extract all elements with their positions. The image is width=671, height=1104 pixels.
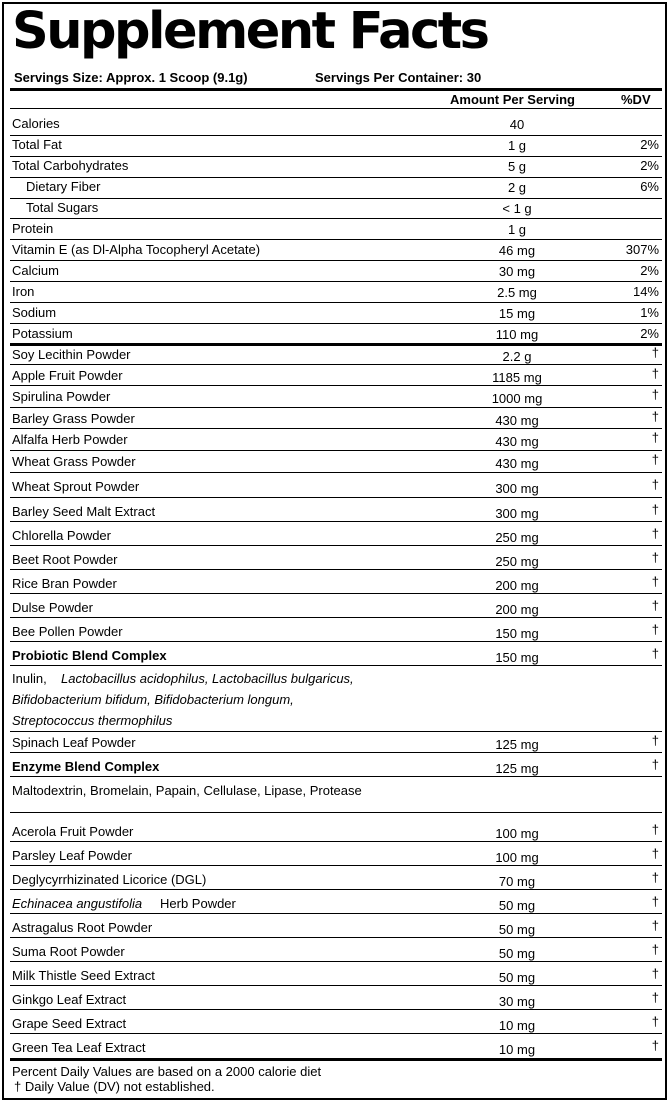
nutrient-dv: 1% (640, 305, 659, 320)
nutrient-amount: 1 g (507, 222, 527, 237)
nutrient-amount: 40 (509, 117, 525, 132)
ingredient-amount: 10 mg (498, 1018, 536, 1033)
serving-size: Servings Size: Approx. 1 Scoop (9.1g) (14, 70, 248, 85)
ingredient-dv: † (651, 757, 659, 772)
panel-title: Supplement Facts (12, 2, 488, 61)
ingredient-amount: 1000 mg (491, 391, 543, 406)
ingredient-dv: † (651, 502, 659, 517)
ingredient-name: Spinach Leaf Powder (12, 735, 136, 750)
ingredient-name: Bee Pollen Powder (12, 624, 123, 639)
amount-per-serving-header: Amount Per Serving (450, 92, 575, 107)
ingredient-amount: 50 mg (498, 946, 536, 961)
ingredient-dv: † (651, 646, 659, 661)
nutrient-amount: 1 g (507, 138, 527, 153)
ingredient-name: Ginkgo Leaf Extract (12, 992, 127, 1007)
ingredient-name: Rice Bran Powder (12, 576, 117, 591)
nutrient-amount: 15 mg (498, 306, 536, 321)
row-divider (10, 985, 662, 986)
nutrient-amount: 30 mg (498, 264, 536, 279)
row-divider (10, 323, 662, 324)
ingredient-name: Milk Thistle Seed Extract (12, 968, 155, 983)
row-divider (10, 865, 662, 866)
ingredient-name: Grape Seed Extract (12, 1016, 127, 1031)
nutrient-amount: 46 mg (498, 243, 536, 258)
ingredient-dv: † (651, 942, 659, 957)
row-divider (10, 752, 662, 753)
ingredient-dv: † (651, 846, 659, 861)
nutrient-amount: 5 g (507, 159, 527, 174)
ingredient-name: Green Tea Leaf Extract (12, 1040, 146, 1055)
row-divider (10, 521, 662, 522)
row-divider (10, 302, 662, 303)
ingredient-amount: 430 mg (495, 434, 539, 449)
nutrient-name: Sodium (12, 305, 57, 320)
row-divider (10, 776, 662, 777)
ingredient-name: Alfalfa Herb Powder (12, 432, 128, 447)
ingredient-amount: 300 mg (495, 506, 539, 521)
ingredient-amount: 50 mg (498, 970, 536, 985)
ingredient-amount: 150 mg (495, 626, 539, 641)
row-divider (10, 497, 662, 498)
nutrient-name: Dietary Fiber (26, 179, 101, 194)
row-divider (10, 198, 662, 199)
ingredient-dv: † (651, 894, 659, 909)
ingredient-dv: † (651, 477, 659, 492)
ingredient-dv: † (651, 822, 659, 837)
ingredient-amount: 10 mg (498, 1042, 536, 1057)
row-divider (10, 545, 662, 546)
nutrient-name: Potassium (12, 326, 73, 341)
nutrient-amount: 2 g (507, 180, 527, 195)
ingredient-name: Spirulina Powder (12, 389, 111, 404)
ingredient-name: Probiotic Blend Complex (12, 648, 167, 663)
ingredient-amount: 1185 mg (492, 370, 542, 385)
row-divider (10, 385, 662, 386)
ingredient-amount: 250 mg (495, 530, 539, 545)
ingredient-amount: 50 mg (498, 898, 536, 913)
row-divider (10, 937, 662, 938)
nutrient-amount: 2.5 mg (497, 285, 537, 300)
ingredient-name: Soy Lecithin Powder (12, 347, 131, 362)
nutrient-dv: 2% (640, 326, 659, 341)
nutrient-name: Vitamin E (as Dl-Alpha Tocopheryl Acetate) (12, 242, 261, 257)
ingredient-dv: † (651, 366, 659, 381)
probiotic-detail-line2: Bifidobacterium bifidum, Bifidobacterium longum, (12, 692, 294, 707)
heavy-rule-bottom (10, 1058, 662, 1061)
row-divider (10, 407, 662, 408)
row-divider (10, 1009, 662, 1010)
ingredient-amount: 200 mg (495, 578, 539, 593)
ingredient-name: Wheat Sprout Powder (12, 479, 140, 494)
ingredient-name-italic: Echinacea angustifolia (12, 896, 143, 911)
heavy-rule-nutrients (10, 343, 662, 346)
ingredient-dv: † (651, 733, 659, 748)
nutrient-dv: 2% (640, 137, 659, 152)
ingredient-name: Parsley Leaf Powder (12, 848, 132, 863)
row-divider (10, 841, 662, 842)
ingredient-name: Beet Root Powder (12, 552, 118, 567)
nutrient-name: Iron (12, 284, 35, 299)
ingredient-dv: † (651, 526, 659, 541)
footnote-dagger: † Daily Value (DV) not established. (14, 1079, 215, 1094)
row-divider (10, 889, 662, 890)
nutrient-dv: 307% (625, 242, 659, 257)
row-divider (10, 135, 662, 136)
ingredient-amount: 150 mg (495, 650, 539, 665)
ingredient-amount: 2.2 g (502, 349, 532, 364)
nutrient-name: Total Fat (12, 137, 62, 152)
nutrient-dv: 14% (632, 284, 659, 299)
ingredient-name: Astragalus Root Powder (12, 920, 153, 935)
footnote-daily-values: Percent Daily Values are based on a 2000 calorie diet (12, 1064, 322, 1079)
row-divider (10, 641, 662, 642)
ingredient-amount: 125 mg (495, 761, 539, 776)
servings-per-container: Servings Per Container: 30 (315, 70, 482, 85)
ingredient-amount: 70 mg (498, 874, 536, 889)
row-divider (10, 617, 662, 618)
ingredient-dv: † (651, 1014, 659, 1029)
ingredient-amount: 430 mg (495, 413, 539, 428)
enzyme-detail: Maltodextrin, Bromelain, Papain, Cellulase, Lipase, Protease (12, 783, 362, 798)
row-divider (10, 665, 662, 666)
ingredient-dv: † (651, 990, 659, 1005)
row-divider (10, 260, 662, 261)
ingredient-amount: 125 mg (495, 737, 539, 752)
ingredient-amount: 250 mg (495, 554, 539, 569)
nutrient-name: Total Sugars (26, 200, 99, 215)
row-divider (10, 281, 662, 282)
row-divider (10, 731, 662, 732)
ingredient-name: Apple Fruit Powder (12, 368, 123, 383)
row-divider (10, 913, 662, 914)
ingredient-name: Suma Root Powder (12, 944, 125, 959)
ingredient-dv: † (651, 918, 659, 933)
ingredient-amount: 300 mg (495, 481, 539, 496)
ingredient-name: Herb Powder (160, 896, 236, 911)
supplement-facts-panel (2, 2, 667, 1100)
ingredient-name: Deglycyrrhizinated Licorice (DGL) (12, 872, 207, 887)
row-divider (10, 156, 662, 157)
ingredient-name: Dulse Powder (12, 600, 93, 615)
ingredient-name: Wheat Grass Powder (12, 454, 136, 469)
row-divider (10, 364, 662, 365)
nutrient-dv: 6% (640, 179, 659, 194)
header-rule (10, 108, 662, 109)
ingredient-dv: † (651, 430, 659, 445)
row-divider (10, 450, 662, 451)
nutrient-name: Calcium (12, 263, 59, 278)
ingredient-dv: † (651, 574, 659, 589)
ingredient-name: Barley Grass Powder (12, 411, 135, 426)
ingredient-dv: † (651, 345, 659, 360)
ingredient-amount: 100 mg (495, 850, 539, 865)
nutrient-name: Protein (12, 221, 54, 236)
row-divider (10, 218, 662, 219)
ingredient-dv: † (651, 550, 659, 565)
row-divider (10, 177, 662, 178)
ingredient-amount: 200 mg (495, 602, 539, 617)
ingredient-dv: † (651, 966, 659, 981)
row-divider (10, 812, 662, 813)
ingredient-amount: 100 mg (495, 826, 539, 841)
row-divider (10, 593, 662, 594)
nutrient-dv: 2% (640, 158, 659, 173)
ingredient-dv: † (651, 622, 659, 637)
row-divider (10, 428, 662, 429)
row-divider (10, 239, 662, 240)
nutrient-amount: < 1 g (502, 201, 532, 216)
probiotic-detail-line3: Streptococcus thermophilus (12, 713, 173, 728)
nutrient-name: Total Carbohydrates (12, 158, 129, 173)
ingredient-amount: 430 mg (495, 456, 539, 471)
ingredient-dv: † (651, 598, 659, 613)
ingredient-amount: 30 mg (498, 994, 536, 1009)
row-divider (10, 961, 662, 962)
dv-header: %DV (621, 92, 651, 107)
heavy-rule-top (10, 88, 662, 91)
nutrient-name: Calories (12, 116, 60, 131)
ingredient-name: Enzyme Blend Complex (12, 759, 160, 774)
ingredient-dv: † (651, 1038, 659, 1053)
probiotic-detail-prefix: Inulin, (12, 671, 47, 686)
ingredient-dv: † (651, 387, 659, 402)
probiotic-detail-line1: Lactobacillus acidophilus, Lactobacillus bulgaricus, (61, 671, 354, 686)
nutrient-amount: 110 mg (495, 327, 539, 342)
ingredient-amount: 50 mg (498, 922, 536, 937)
row-divider (10, 472, 662, 473)
nutrient-dv: 2% (640, 263, 659, 278)
ingredient-dv: † (651, 870, 659, 885)
row-divider (10, 1033, 662, 1034)
ingredient-name: Barley Seed Malt Extract (12, 504, 156, 519)
ingredient-dv: † (651, 452, 659, 467)
ingredient-name: Chlorella Powder (12, 528, 111, 543)
ingredient-dv: † (651, 409, 659, 424)
row-divider (10, 569, 662, 570)
ingredient-name: Acerola Fruit Powder (12, 824, 134, 839)
